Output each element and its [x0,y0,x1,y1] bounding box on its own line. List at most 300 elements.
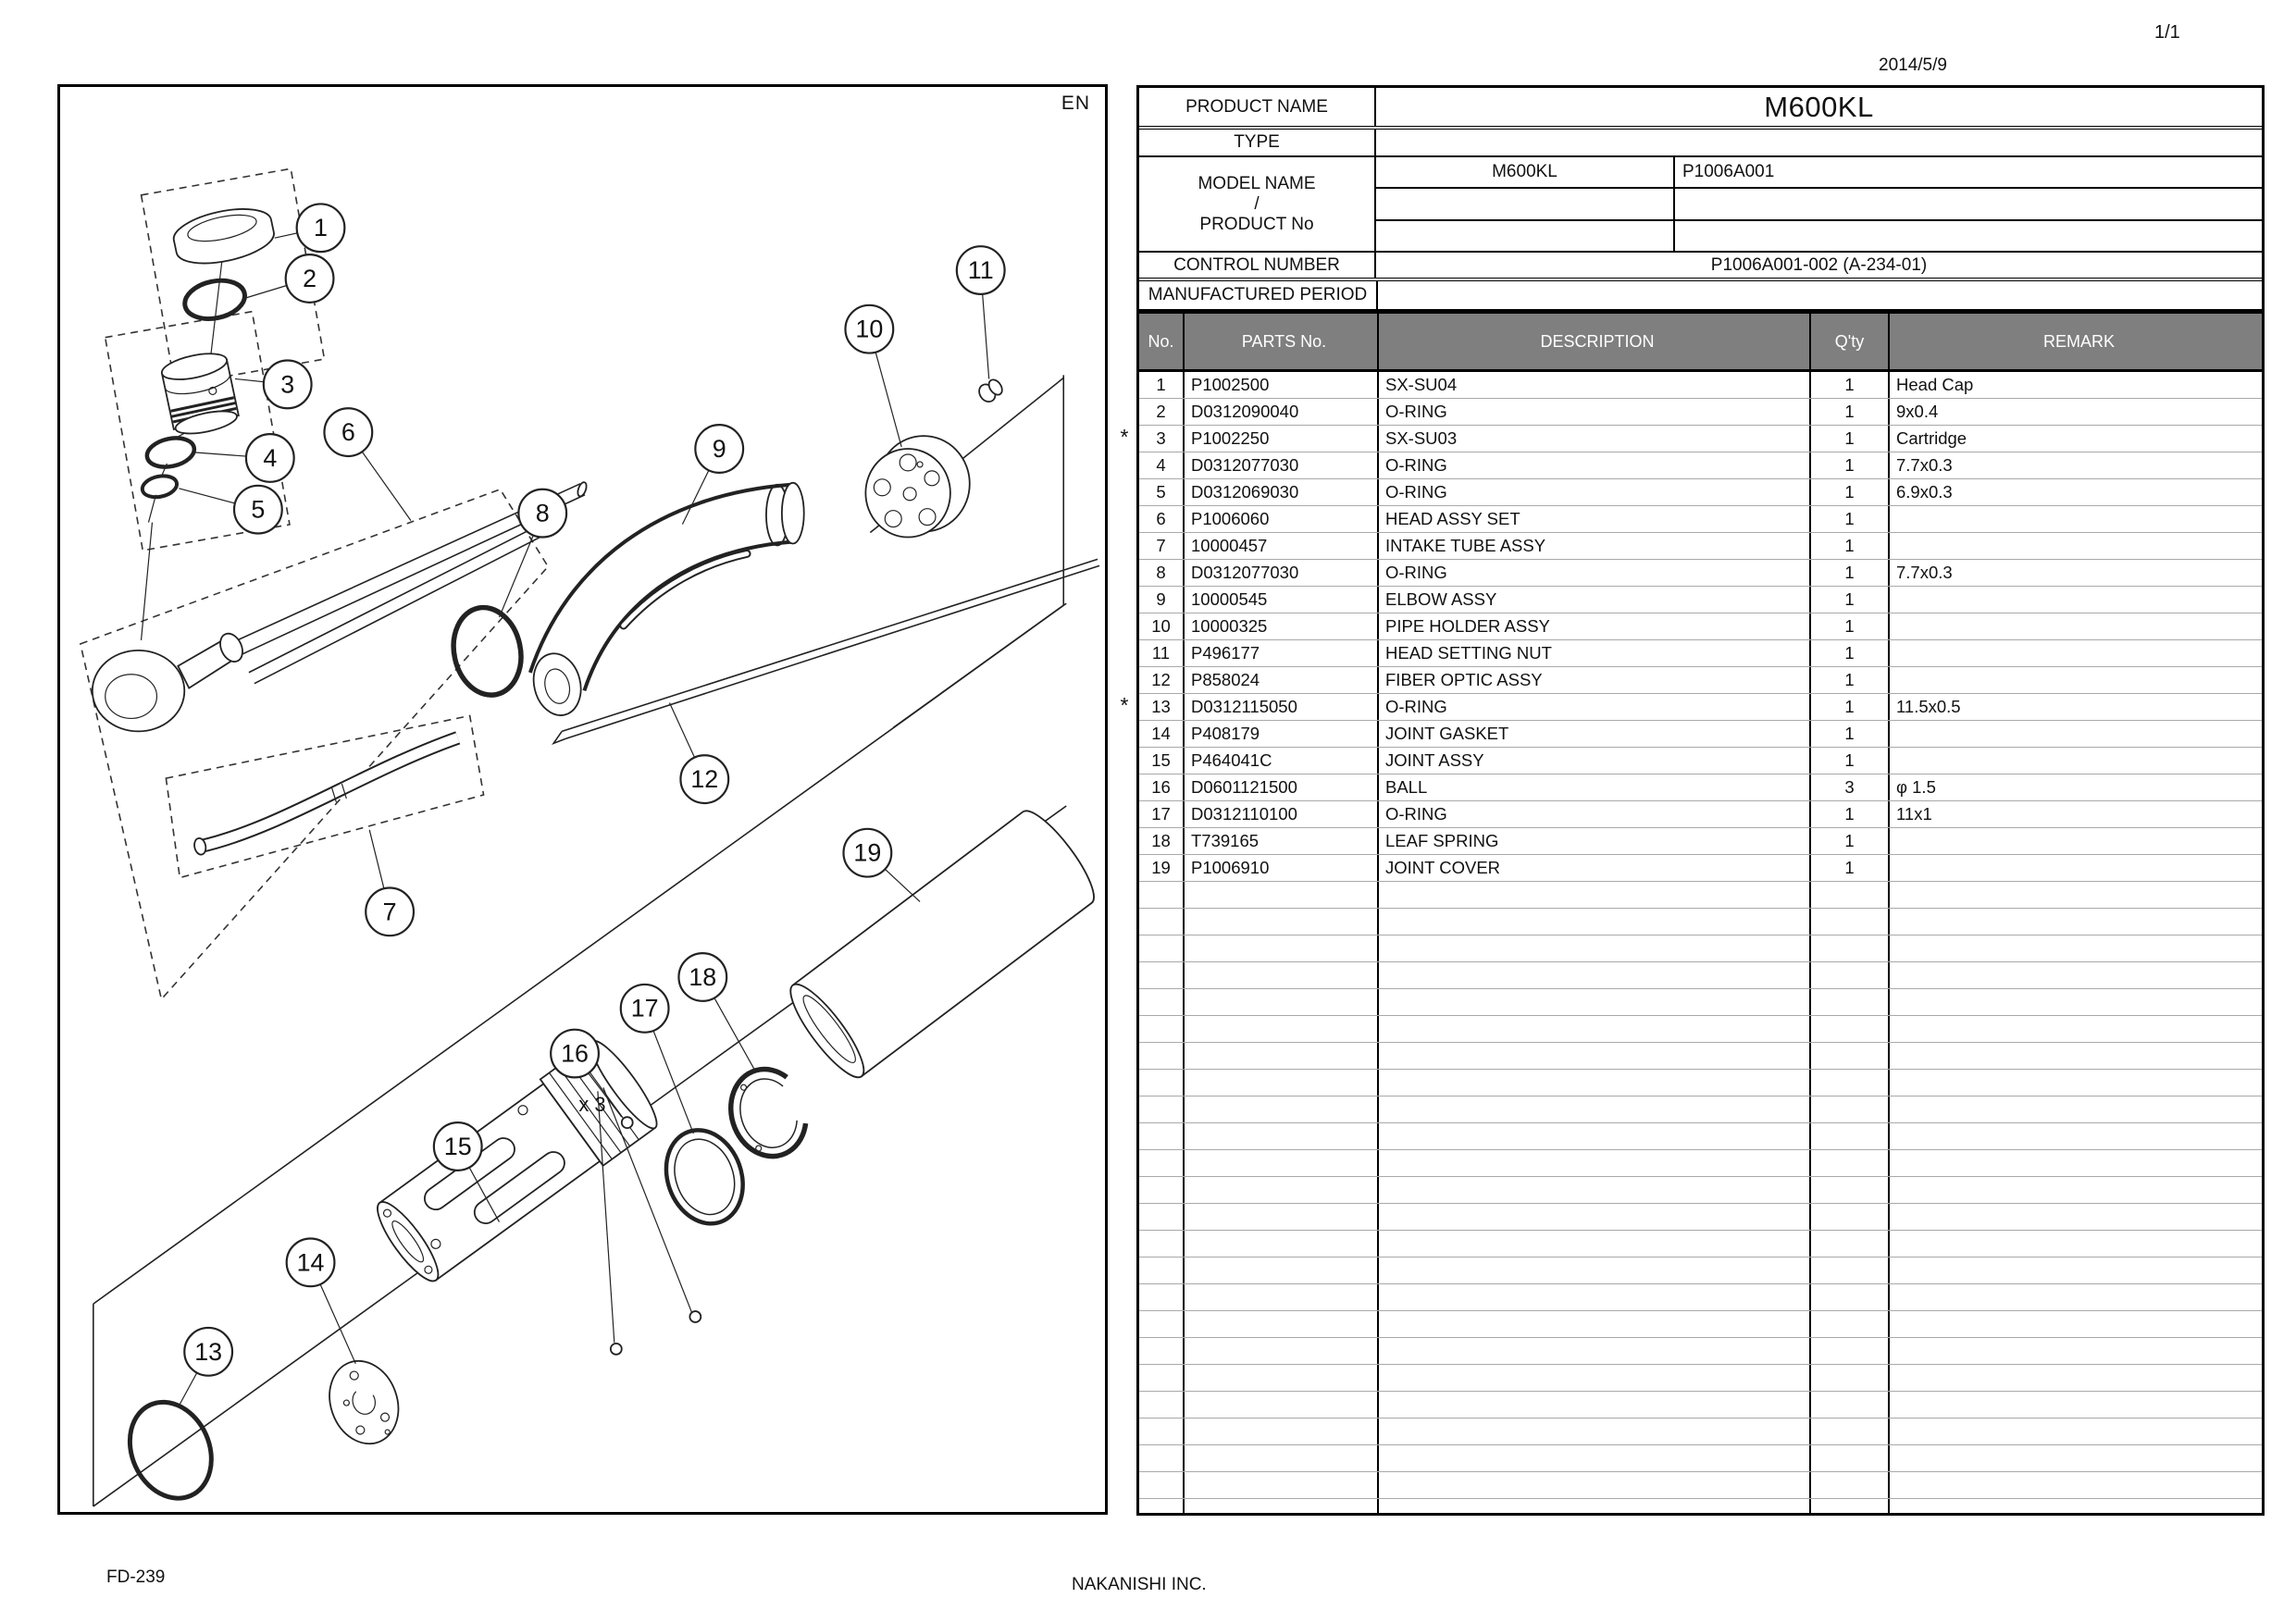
cell-remark [1890,640,2262,666]
parts-row [1139,667,2262,694]
parts-row [1139,882,2262,909]
cell-no [1139,1499,1185,1516]
parts-row [1139,399,2262,426]
type-value [1376,130,2262,155]
cell-parts-no [1185,1392,1379,1418]
product-name-label: PRODUCT NAME [1139,88,1376,126]
cell-no [1139,989,1185,1015]
control-number-value: P1006A001-002 (A-234-01) [1710,254,1928,275]
cell-parts-no [1185,1204,1379,1230]
cell-parts-no [1185,1445,1379,1471]
cell-parts-no: D0312115050 [1185,694,1379,720]
cell-description [1379,909,1811,935]
callout-number-1: 1 [314,214,328,242]
cell-qty: 1 [1811,855,1890,881]
cell-remark [1890,1499,2262,1516]
parts-row [1139,533,2262,560]
cell-parts-no: 10000545 [1185,587,1379,613]
header-remark: REMARK [2042,331,2115,351]
cell-no: 2 [1139,399,1185,425]
parts-row [1139,640,2262,667]
cell-no [1139,1123,1185,1149]
cell-parts-no: P858024 [1185,667,1379,693]
model-name-cell [1376,189,1675,218]
cell-remark [1890,1392,2262,1418]
cell-remark [1890,1419,2262,1444]
cell-qty: 1 [1811,399,1890,425]
cell-qty [1811,935,1890,961]
cell-remark [1890,1150,2262,1176]
cell-description [1379,1177,1811,1203]
cell-description: O-RING [1379,694,1811,720]
type-row [1139,130,2262,157]
parts-row [1139,1016,2262,1043]
parts-row [1139,1338,2262,1365]
cell-remark: φ 1.5 [1896,777,1936,797]
cell-remark [1890,1231,2262,1257]
parts-row [1139,426,2262,452]
cell-remark [1890,1096,2262,1122]
row-flag-asterisk: * [1120,693,1129,717]
part-joint-cover [780,802,1104,1085]
cell-parts-no [1185,1150,1379,1176]
cell-description: ELBOW ASSY [1379,587,1811,613]
parts-row [1139,372,2262,399]
cell-qty: 1 [1811,426,1890,452]
model-rows [1376,157,2262,251]
cell-parts-no [1185,989,1379,1015]
document-date: 2014/5/9 [1879,56,1947,75]
cell-no [1139,1392,1185,1418]
parts-row [1139,721,2262,748]
parts-row [1139,1150,2262,1177]
cell-description [1379,1043,1811,1069]
parts-row [1139,613,2262,640]
cell-no: 12 [1139,667,1185,693]
cell-parts-no [1185,1365,1379,1391]
cell-remark [1890,587,2262,613]
cell-remark: 7.7x0.3 [1896,563,1953,582]
cell-qty [1811,1445,1890,1471]
cell-qty: 1 [1811,452,1890,478]
parts-row [1139,1070,2262,1096]
manufactured-period-value [1376,281,2262,309]
cell-parts-no: P1002500 [1185,372,1379,398]
exploded-diagram-panel [57,84,1108,1515]
parts-row [1139,1284,2262,1311]
cell-description: HEAD SETTING NUT [1379,640,1811,666]
model-product-row [1376,189,2262,220]
cell-remark [1890,989,2262,1015]
cell-remark [1890,1123,2262,1149]
cell-description: JOINT COVER [1379,855,1811,881]
callout-number-9: 9 [712,434,726,463]
product-no-cell: P1006A001 [1682,162,1775,182]
cell-no: 17 [1139,801,1185,827]
cell-remark [1890,1258,2262,1283]
cell-remark: 11.5x0.5 [1896,697,1961,716]
cell-no: 5 [1139,479,1185,505]
cell-remark [1890,1311,2262,1337]
callout-number-4: 4 [263,443,278,472]
exploded-diagram [60,87,1105,1512]
header-no: No. [1139,314,1185,369]
parts-row [1139,1445,2262,1472]
cell-qty: 1 [1811,667,1890,693]
callout-number-17: 17 [630,994,659,1022]
cell-qty [1811,1419,1890,1444]
cell-parts-no: D0312110100 [1185,801,1379,827]
parts-row [1139,1365,2262,1392]
header-description: DESCRIPTION [1379,314,1811,369]
cell-remark [1890,962,2262,988]
group-box-head-assy [81,489,548,999]
cell-no: 1 [1139,372,1185,398]
cell-remark [1890,882,2262,908]
cell-description [1379,989,1811,1015]
cell-parts-no: D0312069030 [1185,479,1379,505]
cell-parts-no [1185,1123,1379,1149]
cell-no: 16 [1139,774,1185,800]
parts-row [1139,935,2262,962]
callout-number-15: 15 [443,1132,472,1160]
cell-qty: 1 [1811,721,1890,747]
cell-description: HEAD ASSY SET [1379,506,1811,532]
cell-remark: 7.7x0.3 [1896,455,1953,475]
cell-remark [1890,1043,2262,1069]
cell-description [1379,935,1811,961]
callout-number-10: 10 [855,315,884,343]
cell-no [1139,1311,1185,1337]
part-oring-8 [446,601,529,701]
parts-row [1139,1204,2262,1231]
parts-row [1139,748,2262,774]
callout-number-16: 16 [561,1039,589,1068]
manufactured-period-row [1139,281,2262,309]
cell-description [1379,1123,1811,1149]
cell-parts-no: T739165 [1185,828,1379,854]
cell-qty [1811,1258,1890,1283]
product-info-table [1136,85,2265,312]
cell-qty: 1 [1811,801,1890,827]
cell-qty: 1 [1811,479,1890,505]
cell-description: O-RING [1379,479,1811,505]
parts-row [1139,962,2262,989]
cell-parts-no: D0312077030 [1185,560,1379,586]
cell-qty [1811,1016,1890,1042]
cell-no [1139,1043,1185,1069]
cell-description [1379,1472,1811,1498]
cell-no [1139,1070,1185,1096]
parts-row [1139,989,2262,1016]
parts-row [1139,774,2262,801]
part-head-assy [93,481,589,731]
cell-qty [1811,1177,1890,1203]
cell-no: 19 [1139,855,1185,881]
cell-description: SX-SU03 [1379,426,1811,452]
cell-parts-no [1185,1070,1379,1096]
callout-number-6: 6 [341,418,355,447]
product-name-value: M600KL [1764,90,1874,123]
cell-description [1379,1150,1811,1176]
cell-no [1139,1016,1185,1042]
cell-parts-no [1185,1258,1379,1283]
cell-parts-no [1185,1096,1379,1122]
cell-parts-no [1185,1311,1379,1337]
cell-qty [1811,1365,1890,1391]
cell-remark [1890,1016,2262,1042]
cell-description [1379,1096,1811,1122]
parts-row [1139,801,2262,828]
cell-no [1139,1258,1185,1283]
cell-qty: 1 [1811,613,1890,639]
cell-qty [1811,909,1890,935]
cell-parts-no: P1006910 [1185,855,1379,881]
callout-number-3: 3 [280,370,295,399]
cell-qty [1811,1150,1890,1176]
cell-no: 15 [1139,748,1185,774]
form-number: FD-239 [106,1567,166,1587]
cell-parts-no: P1006060 [1185,506,1379,532]
header-parts-no: PARTS No. [1185,314,1379,369]
cell-no: 9 [1139,587,1185,613]
cell-no: 14 [1139,721,1185,747]
cell-remark [1890,506,2262,532]
cell-parts-no [1185,1284,1379,1310]
callout-number-13: 13 [194,1337,223,1366]
cell-qty [1811,1231,1890,1257]
cell-remark [1890,828,2262,854]
cell-description [1379,1419,1811,1444]
cell-description: JOINT ASSY [1379,748,1811,774]
callout-number-5: 5 [251,495,266,524]
parts-table-header [1139,314,2262,372]
callout-number-2: 2 [303,264,317,292]
cell-qty [1811,1392,1890,1418]
cell-description [1379,1365,1811,1391]
cell-parts-no: D0601121500 [1185,774,1379,800]
parts-row [1139,1043,2262,1070]
model-row [1139,157,2262,251]
cell-remark [1890,909,2262,935]
cell-description [1379,882,1811,908]
cell-parts-no [1185,1016,1379,1042]
cell-qty [1811,1123,1890,1149]
manufactured-period-label: MANUFACTURED PERIOD [1148,285,1368,304]
parts-row [1139,1096,2262,1123]
cell-qty [1811,882,1890,908]
parts-row [1139,506,2262,533]
callout-number-7: 7 [382,898,397,926]
cell-qty [1811,1499,1890,1516]
cell-no [1139,1177,1185,1203]
callout-number-14: 14 [296,1248,325,1277]
parts-table-body [1139,372,2262,1516]
cell-qty [1811,1096,1890,1122]
product-no-cell [1675,189,2262,218]
cell-no: 3 [1139,426,1185,452]
callout-number-12: 12 [690,765,719,794]
cell-description: PIPE HOLDER ASSY [1379,613,1811,639]
cell-parts-no: D0312077030 [1185,452,1379,478]
cell-description: INTAKE TUBE ASSY [1379,533,1811,559]
product-name-row [1139,88,2262,130]
cell-description [1379,1284,1811,1310]
model-label-line: MODEL NAME [1198,173,1316,193]
model-product-row [1376,221,2262,251]
part-head-setting-nut [976,377,1006,405]
cell-remark [1890,721,2262,747]
parts-table [1136,312,2265,1516]
parts-row [1139,479,2262,506]
cell-description: BALL [1379,774,1811,800]
parts-row [1139,694,2262,721]
cell-qty: 1 [1811,372,1890,398]
cell-remark: 11x1 [1896,804,1932,824]
cell-parts-no [1185,935,1379,961]
cell-qty [1811,1204,1890,1230]
cell-qty: 1 [1811,560,1890,586]
parts-row [1139,1231,2262,1258]
cell-qty [1811,1338,1890,1364]
cell-description [1379,1311,1811,1337]
cell-description: O-RING [1379,452,1811,478]
cell-qty: 1 [1811,587,1890,613]
cell-qty [1811,1311,1890,1337]
cell-remark [1890,1445,2262,1471]
axis-connectors [142,259,223,640]
cell-description [1379,1231,1811,1257]
cell-no [1139,1445,1185,1471]
parts-row [1139,587,2262,613]
cell-no [1139,1472,1185,1498]
part-head-cap [170,202,278,271]
cell-qty [1811,1472,1890,1498]
parts-row [1139,1392,2262,1419]
cell-no [1139,962,1185,988]
cell-no [1139,1204,1185,1230]
cell-no: 10 [1139,613,1185,639]
cell-remark [1890,1472,2262,1498]
model-name-label [1139,157,1376,251]
cell-no [1139,1096,1185,1122]
cell-no [1139,1365,1185,1391]
cell-no [1139,909,1185,935]
cell-parts-no: P1002250 [1185,426,1379,452]
row-flag-asterisk: * [1120,425,1129,449]
cell-description: JOINT GASKET [1379,721,1811,747]
cell-parts-no [1185,1043,1379,1069]
parts-row [1139,1472,2262,1499]
cell-remark: Head Cap [1896,375,1974,394]
cell-qty: 1 [1811,640,1890,666]
part-elbow [527,483,804,721]
parts-row [1139,909,2262,935]
cell-remark: 6.9x0.3 [1896,482,1953,502]
cell-parts-no: P496177 [1185,640,1379,666]
cell-no [1139,935,1185,961]
cell-qty: 1 [1811,694,1890,720]
cell-description: LEAF SPRING [1379,828,1811,854]
cell-parts-no [1185,1499,1379,1516]
parts-row [1139,855,2262,882]
type-label: TYPE [1139,130,1376,155]
part-joint-assy [366,1035,665,1293]
cell-qty [1811,1284,1890,1310]
cell-no: 11 [1139,640,1185,666]
cell-no [1139,1419,1185,1444]
callout-number-11: 11 [967,255,994,284]
cell-parts-no [1185,1419,1379,1444]
cell-qty [1811,1070,1890,1096]
cell-parts-no [1185,909,1379,935]
cell-qty: 3 [1811,774,1890,800]
cell-remark [1890,935,2262,961]
callout-number-19: 19 [853,838,882,867]
callout-number-18: 18 [689,962,717,991]
header-qty: Q'ty [1811,314,1890,369]
company-name: NAKANISHI INC. [1072,1575,1207,1594]
control-number-row [1139,251,2262,281]
cell-remark [1890,1070,2262,1096]
control-number-label: CONTROL NUMBER [1139,253,1376,278]
cell-no: 4 [1139,452,1185,478]
cell-description [1379,962,1811,988]
part-oring-2 [181,276,248,325]
cell-description: O-RING [1379,560,1811,586]
cell-parts-no [1185,1338,1379,1364]
model-label-line: PRODUCT No [1199,214,1314,234]
cell-no [1139,1150,1185,1176]
cell-qty [1811,989,1890,1015]
cell-parts-no: 10000457 [1185,533,1379,559]
callout-number-8: 8 [535,499,550,527]
model-label-line: / [1254,193,1260,214]
cell-qty: 1 [1811,506,1890,532]
cell-qty: 1 [1811,748,1890,774]
parts-row [1139,560,2262,587]
cell-parts-no: 10000325 [1185,613,1379,639]
cell-parts-no [1185,962,1379,988]
cell-remark: 9x0.4 [1896,402,1939,421]
part-oring-4 [144,434,197,471]
cell-no: 8 [1139,560,1185,586]
cell-parts-no [1185,1231,1379,1257]
cell-parts-no: P464041C [1185,748,1379,774]
parts-row [1139,1177,2262,1204]
cell-description: O-RING [1379,399,1811,425]
cell-description [1379,1499,1811,1516]
cell-description [1379,1204,1811,1230]
cell-description [1379,1070,1811,1096]
cell-no [1139,882,1185,908]
cell-remark [1890,1284,2262,1310]
cell-remark [1890,613,2262,639]
cell-parts-no [1185,1177,1379,1203]
cell-no: 18 [1139,828,1185,854]
part-oring-5 [141,473,180,500]
cell-no: 13 [1139,694,1185,720]
model-name-cell [1376,221,1675,251]
page-number: 1/1 [2154,22,2180,43]
parts-row [1139,1258,2262,1284]
cell-description [1379,1445,1811,1471]
cell-remark [1890,533,2262,559]
cell-qty: 1 [1811,533,1890,559]
cell-description: SX-SU04 [1379,372,1811,398]
language-tag: EN [1061,93,1090,114]
product-no-cell [1675,221,2262,251]
